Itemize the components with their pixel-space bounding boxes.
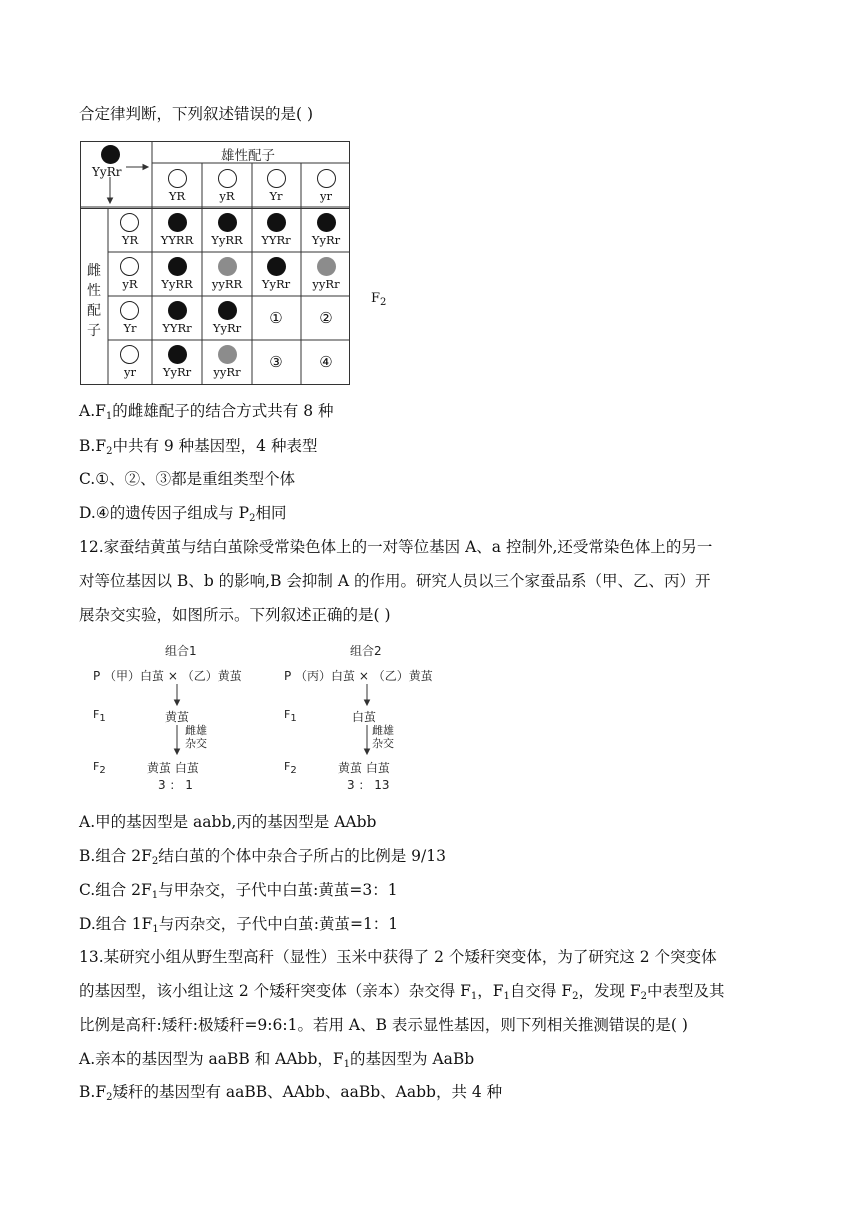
group1-cross-label: 雌雄 杂交 — [185, 724, 207, 750]
group2-f2-label: $F_2$ — [284, 760, 297, 776]
q11-option-d: D.④的遗传因子组成与 $P_2$相同 — [79, 504, 287, 524]
group2-f1: 白茧 — [352, 710, 377, 724]
offspring-circle — [168, 213, 187, 232]
q12-stem-line3: 展杂交实验，如图所示。下列叙述正确的是( ) — [79, 606, 391, 624]
offspring-circle — [317, 257, 336, 276]
offspring-genotype: YyRr — [162, 365, 192, 379]
row-gamete-circle — [120, 345, 139, 364]
offspring-genotype: YYRR — [160, 233, 194, 247]
male-gametes-header: 雄性配子 — [221, 148, 275, 164]
group2-cross-label: 雌雄 杂交 — [372, 724, 394, 750]
offspring-circle — [267, 257, 286, 276]
q12-option-b: B.组合 $2F_2$结白茧的个体中杂合子所占的比例是 9/13 — [79, 847, 446, 867]
col-gamete: Yr — [269, 189, 283, 203]
group1-ratio: 3 ： 1 — [158, 778, 193, 792]
offspring-circle — [218, 213, 237, 232]
q11-option-a: $A.F_1$的雌雄配子的结合方式共有 8 种 — [79, 402, 334, 422]
group1-f2: 黄茧 白茧 — [147, 761, 199, 775]
row-gamete-circle — [120, 213, 139, 232]
q11-option-c: C.①、②、③都是重组类型个体 — [79, 470, 296, 488]
row-gamete: yr — [124, 365, 136, 379]
col-gamete-circle — [267, 169, 286, 188]
blank-marker-4: ④ — [319, 353, 333, 371]
offspring-circle — [218, 345, 237, 364]
group1-f1: 黄茧 — [165, 710, 190, 724]
offspring-genotype: YyRr — [212, 321, 242, 335]
q11-option-b: $B.F_2$中共有 9 种基因型，4 种表型 — [79, 437, 318, 457]
q12-option-d: D.组合 $1F_1$与丙杂交，子代中白茧:黄茧=1：1 — [79, 915, 399, 935]
row-gamete-circle — [120, 301, 139, 320]
group2-ratio: 3 ： 13 — [347, 778, 390, 792]
q12-option-a: A.甲的基因型是 aabb,丙的基因型是 AAbb — [79, 813, 377, 831]
blank-marker-1: ① — [269, 309, 283, 327]
f2-label: $F_2$ — [371, 291, 387, 308]
offspring-genotype: YYRr — [162, 321, 192, 335]
offspring-genotype: YyRR — [161, 277, 193, 291]
group1-title: 组合1 — [165, 644, 197, 658]
offspring-genotype: YyRr — [311, 233, 341, 247]
q13-stem-line3: 比例是高秆:矮秆:极矮秆=9:6:1。若用 A、B 表示显性基因，则下列相关推测错误的是( ) — [79, 1016, 688, 1034]
offspring-circle — [168, 257, 187, 276]
offspring-genotype: yyRR — [211, 277, 243, 291]
col-gamete: YR — [168, 189, 186, 203]
q12-option-c: C.组合 $2F_1$与甲杂交，子代中白茧:黄茧=3：1 — [79, 881, 398, 901]
group2-title: 组合2 — [350, 644, 382, 658]
female-gametes-header: 雌性配子 — [87, 263, 101, 339]
offspring-genotype: yyRr — [312, 277, 340, 291]
q11-stem: 合定律判断，下列叙述错误的是( ) — [79, 105, 314, 123]
offspring-circle — [218, 257, 237, 276]
group2-p: P （丙）白茧 × （乙）黄茧 — [284, 669, 433, 683]
row-gamete: Yr — [123, 321, 137, 335]
group2-f2: 黄茧 白茧 — [338, 761, 390, 775]
offspring-circle — [168, 301, 187, 320]
q12-stem-line1: 12.家蚕结黄茧与结白茧除受常染色体上的一对等位基因 A、a 控制外,还受常染色体上的另一 — [79, 538, 713, 556]
q13-stem-line2: 的基因型，该小组让这 2 个矮秆突变体（亲本）杂交得 $F_1$，$F_1$自交得 $F_2$，发现 $F_2$中表型及其 — [79, 982, 725, 1002]
offspring-genotype: YyRR — [211, 233, 243, 247]
col-gamete-circle — [317, 169, 336, 188]
blank-marker-2: ② — [319, 309, 333, 327]
offspring-circle — [168, 345, 187, 364]
col-gamete: yR — [219, 189, 235, 203]
corner-label: YyRr — [92, 165, 122, 179]
q13-option-a: A.亲本的基因型为 aaBB 和 AAbb，$F_1$的基因型为 AaBb — [79, 1050, 475, 1070]
group1-p: P （甲）白茧 × （乙）黄茧 — [93, 669, 242, 683]
offspring-genotype: YYRr — [261, 233, 291, 247]
q13-stem-line1: 13.某研究小组从野生型高秆（显性）玉米中获得了 2 个矮秆突变体，为了研究这 2 个突变体 — [79, 948, 717, 966]
blank-marker-3: ③ — [269, 353, 283, 371]
group1-f1-label: $F_1$ — [93, 708, 106, 724]
offspring-circle — [317, 213, 336, 232]
q12-stem-line2: 对等位基因以 B、b 的影响,B 会抑制 A 的作用。研究人员以三个家蚕品系（甲、乙、丙）开 — [79, 572, 711, 590]
group1-f2-label: $F_2$ — [93, 760, 106, 776]
row-gamete-circle — [120, 257, 139, 276]
row-gamete: yR — [122, 277, 138, 291]
offspring-circle — [218, 301, 237, 320]
q13-option-b: $B.F_2$矮秆的基因型有 aaBB、AAbb、aaBb、Aabb，共 4 种 — [79, 1083, 503, 1103]
punnett-square — [80, 141, 387, 385]
col-gamete-circle — [218, 169, 237, 188]
offspring-circle — [267, 213, 286, 232]
offspring-genotype: yyRr — [213, 365, 241, 379]
col-gamete: yr — [320, 189, 332, 203]
row-gamete: YR — [121, 233, 139, 247]
offspring-genotype: YyRr — [261, 277, 291, 291]
parent-circle — [101, 145, 120, 164]
col-gamete-circle — [168, 169, 187, 188]
group2-f1-label: $F_1$ — [284, 708, 297, 724]
